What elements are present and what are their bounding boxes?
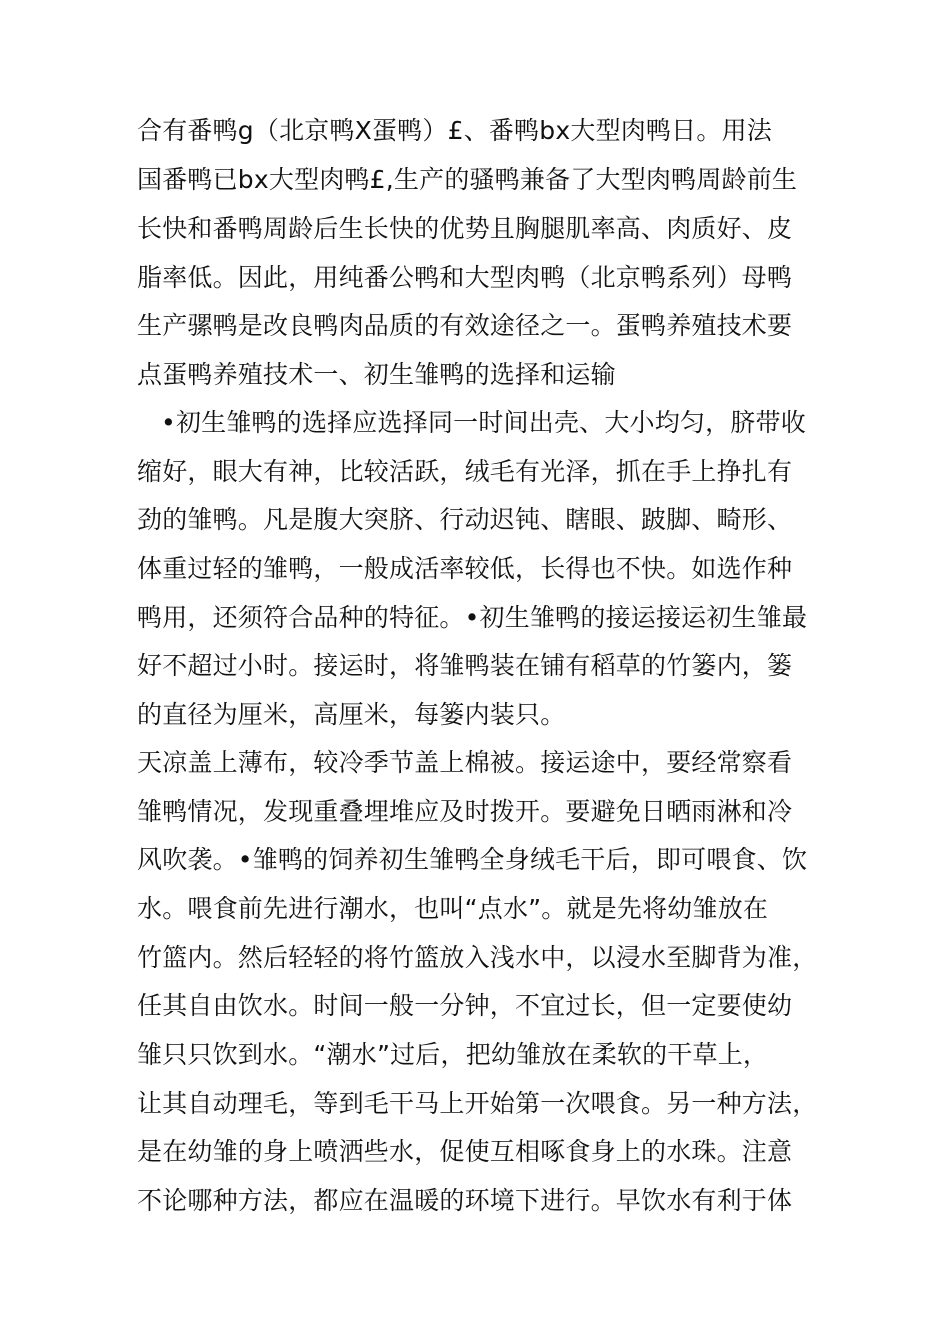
text-line: 国番鸭已bx大型肉鸭£,生产的骚鸭兼备了大型肉鸭周龄前生 [137,165,798,194]
text-line: 让其自动理毛，等到毛干马上开始第一次喂食。另一种方法， [137,1089,818,1118]
text-line: 脂率低。因此，用纯番公鸭和大型肉鸭（北京鸭系列）母鸭 [137,263,793,292]
text-line: 的直径为厘米，高厘米，每篓内装只。 [137,700,566,729]
text-line: 点蛋鸭养殖技术一、初生雏鸭的选择和运输 [137,360,616,389]
text-line: 生产骡鸭是改良鸭肉品质的有效途径之一。蛋鸭养殖技术要 [137,311,793,340]
text-line: 劲的雏鸭。凡是腹大突脐、行动迟钝、瞎眼、跛脚、畸形、 [137,505,793,534]
text-line: 雏只只饮到水。“潮水”过后，把幼雏放在柔软的干草上， [137,1040,769,1069]
text-line: 竹篮内。然后轻轻的将竹篮放入浅水中，以浸水至脚背为准， [137,943,818,972]
text-line: 不论哪种方法，都应在温暖的环境下进行。早饮水有利于体 [137,1186,793,1215]
text-line: 雏鸭情况，发现重叠埋堆应及时拨开。要避免日晒雨淋和冷 [137,797,793,826]
text-line: 任其自由饮水。时间一般一分钟，不宜过长，但一定要使幼 [137,991,793,1020]
text-line: •初生雏鸭的选择应选择同一时间出壳、大小均匀，脐带收 [161,408,806,437]
text-line: 长快和番鸭周龄后生长快的优势且胸腿肌率高、肉质好、皮 [137,214,793,243]
text-line: 体重过轻的雏鸭，一般成活率较低，长得也不快。如选作种 [137,554,793,583]
text-line: 缩好，眼大有神，比较活跃，绒毛有光泽，抓在手上挣扎有 [137,457,793,486]
text-line: 天凉盖上薄布，较冷季节盖上棉被。接运途中，要经常察看 [137,748,793,777]
text-line: 好不超过小时。接运时，将雏鸭装在铺有稻草的竹篓内，篓 [137,651,793,680]
text-line: 是在幼雏的身上喷洒些水，促使互相啄食身上的水珠。注意 [137,1137,793,1166]
text-line: 合有番鸭g（北京鸭X蛋鸭）£、番鸭bx大型肉鸭日。用法 [137,116,772,145]
text-line: 鸭用，还须符合品种的特征。•初生雏鸭的接运接运初生雏最 [137,603,808,632]
text-line: 水。喂食前先进行潮水，也叫“点水”。就是先将幼雏放在 [137,894,769,923]
text-line: 风吹袭。•雏鸭的饲养初生雏鸭全身绒毛干后，即可喂食、饮 [137,845,808,874]
